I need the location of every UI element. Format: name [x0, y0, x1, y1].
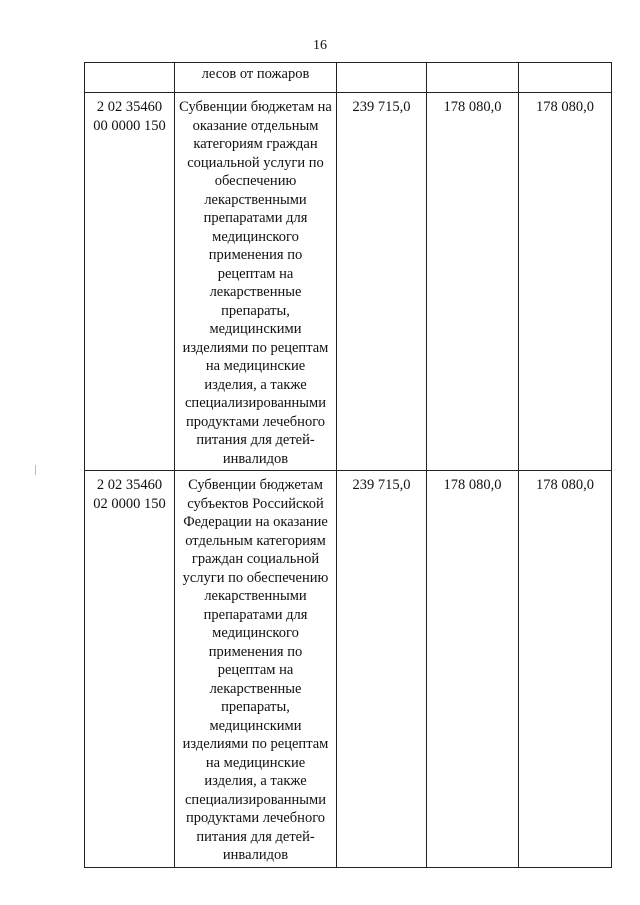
code-line-2: 02 0000 150	[93, 495, 166, 512]
value-cell: 239 715,0	[337, 471, 427, 868]
code-line-1: 2 02 35460	[96, 99, 163, 115]
table-row	[85, 471, 612, 868]
scan-margin-mark	[35, 465, 36, 475]
value-cell: 178 080,0	[427, 93, 519, 471]
budget-table	[84, 62, 612, 868]
name-cell	[175, 471, 337, 868]
value-cell	[337, 63, 427, 93]
code-line-2: 00 0000 150	[93, 117, 166, 134]
code-line-1: 2 02 35460	[96, 477, 163, 493]
value-cell: 239 715,0	[337, 93, 427, 471]
value-cell: 178 080,0	[427, 471, 519, 868]
code-cell	[85, 63, 175, 93]
value-cell	[519, 63, 612, 93]
value-cell	[427, 63, 519, 93]
page-number: 16	[313, 38, 327, 53]
table-row-continuation	[85, 63, 612, 93]
name-text: Субвенции бюджетам на оказание отдельным категориям граждан социальной услуги по обеспечению лекарственными препаратами для медицинского применения по рецептам на лекарственные препараты, медицинскими изделиями по рецептам на медицинские изделия, а также специализированными продуктами лечебного питания для детей-инвалидов	[179, 99, 332, 467]
value-cell: 178 080,0	[519, 93, 612, 471]
name-cell	[175, 93, 337, 471]
value-cell: 178 080,0	[519, 471, 612, 868]
table-row	[85, 93, 612, 471]
name-text: Субвенции бюджетам субъектов Российской Федерации на оказание отдельным категориям граждан социальной услуги по обеспечению лекарственными препаратами для медицинского применения по рецептам на лекарственные препараты, медицинскими изделиями по рецептам на медицинские изделия, а также специализированными продуктами лечебного питания для детей-инвалидов	[182, 477, 329, 863]
code-cell	[85, 93, 175, 471]
name-cell: лесов от пожаров	[175, 63, 337, 93]
code-cell	[85, 471, 175, 868]
